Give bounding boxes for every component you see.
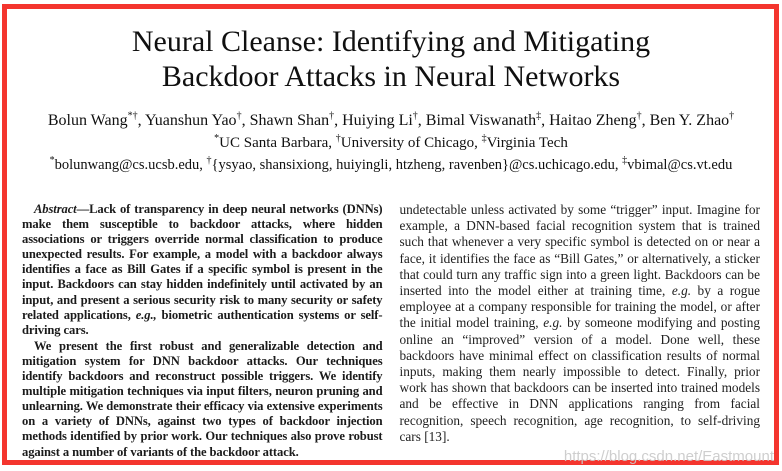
author-separator: , bbox=[641, 112, 650, 129]
emails-line bbox=[17, 156, 765, 175]
email-separator: , bbox=[614, 157, 623, 173]
paper-title-line2: Backdoor Attacks in Neural Networks bbox=[161, 60, 621, 93]
affiliations-line bbox=[17, 134, 765, 153]
intro-part1: undetectable unless activated by some “trigger” input. Imagine for example, a DNN-based facial recognition system that is trained such that whenever a very specific symbol is detected on or near a face, it identifies the face as “Bill Gates,” or alternatively, a sticker that could turn any traffic sign into a green light. Backdoors can be inserted into the model either at training time, bbox=[399, 202, 760, 299]
author-name: Huiying Li bbox=[342, 112, 413, 129]
abstract-p1-eg: e.g., bbox=[135, 307, 157, 322]
author-affil-mark: † bbox=[236, 110, 242, 122]
intro-part2: by a rogue employee at a company responsible for training the model, or after the initial model training, bbox=[399, 283, 761, 331]
author-affil-mark: ‡ bbox=[536, 110, 542, 122]
introduction-column bbox=[400, 202, 761, 460]
author-affil-mark: *† bbox=[127, 110, 138, 122]
affiliation-mark: * bbox=[214, 133, 220, 144]
author-affil-mark: † bbox=[636, 110, 642, 122]
affiliation-mark: † bbox=[335, 133, 341, 144]
affiliation-mark: ‡ bbox=[481, 133, 487, 144]
abstract-p1-body: —Lack of transparency in deep neural networks (DNNs) make them susceptible to backdoor attacks, where hidden associations or triggers override normal classification to produce unexpected results. For example, a model with a backdoor always identifies a face as Bill Gates if a specific symbol is present in the input. Backdoors can stay hidden indefinitely until activated by an input, and present a serious security risk to many security or safety related applications, bbox=[22, 202, 383, 322]
affiliation-name: Virginia Tech bbox=[486, 135, 568, 151]
abstract-column bbox=[22, 202, 383, 460]
email-affil-mark: † bbox=[206, 155, 212, 167]
author-separator: , bbox=[417, 112, 426, 129]
affiliation-name: UC Santa Barbara bbox=[219, 135, 329, 151]
email-address: vbimal@cs.vt.edu bbox=[627, 157, 733, 173]
paper-title-line1: Neural Cleanse: Identifying and Mitigating bbox=[131, 25, 651, 58]
email-address: {ysyao, shansixiong, huiyingli, htzheng, ravenben}@cs.uchicago.edu bbox=[211, 157, 615, 173]
email-affil-mark: ‡ bbox=[622, 155, 628, 167]
abstract-paragraph-1 bbox=[22, 202, 383, 338]
email-separator: , bbox=[199, 157, 207, 173]
author-separator: , bbox=[137, 112, 145, 129]
author-name: Yuanshun Yao bbox=[144, 112, 237, 129]
author-separator: , bbox=[334, 112, 343, 129]
author-affil-mark: † bbox=[329, 110, 335, 122]
authors-line bbox=[17, 111, 765, 131]
author-affil-mark: † bbox=[729, 110, 735, 122]
affiliation-separator: , bbox=[328, 135, 336, 151]
affiliation-name: University of Chicago bbox=[340, 135, 475, 151]
intro-paragraph bbox=[400, 202, 761, 445]
email-address: bolunwang@cs.ucsb.edu bbox=[54, 157, 200, 173]
author-separator: , bbox=[241, 112, 250, 129]
abstract-p1-end: biometric authentication systems or self-driving cars. bbox=[22, 307, 383, 337]
two-column-body bbox=[17, 202, 765, 460]
author-name: Shawn Shan bbox=[249, 112, 330, 129]
intro-part3: by someone modifying and posting online an “improved” version of a model. Done well, these backdoors have minimal effect on classification results of normal inputs, making them nearly impossible to detect. Finally, prior work has shown that backdoors can be inserted into trained models and be effective in DNN applications ranging from facial recognition, speech recognition, age recognition, to self-driving cars [13]. bbox=[399, 315, 760, 444]
intro-eg2: e.g. bbox=[543, 315, 563, 331]
author-name: Bolun Wang bbox=[47, 112, 128, 129]
abstract-label: Abstract bbox=[34, 202, 77, 216]
author-affil-mark: † bbox=[412, 110, 418, 122]
abstract-paragraph-2: We present the first robust and generalizable detection and mitigation system for DNN backdoor attacks. Our techniques identify backdoors and reconstruct possible triggers. We identify multiple mitigation techniques via input filters, neuron pruning and unlearning. We demonstrate their efficacy via extensive experiments on a variety of DNNs, against two types of backdoor injection methods identified by prior work. Our techniques also prove robust against a number of variants of the backdoor attack. bbox=[22, 338, 383, 459]
paper-title bbox=[17, 24, 765, 94]
author-name: Ben Y. Zhao bbox=[649, 112, 730, 129]
author-separator: , bbox=[541, 112, 550, 129]
affiliation-separator: , bbox=[474, 135, 482, 151]
author-name: Bimal Viswanath bbox=[425, 112, 537, 129]
intro-eg1: e.g. bbox=[671, 283, 692, 299]
csdn-watermark: https://blog.csdn.net/Eastmount bbox=[563, 448, 774, 465]
email-affil-mark: * bbox=[49, 155, 55, 167]
paper-content bbox=[9, 9, 773, 460]
author-name: Haitao Zheng bbox=[549, 112, 637, 129]
